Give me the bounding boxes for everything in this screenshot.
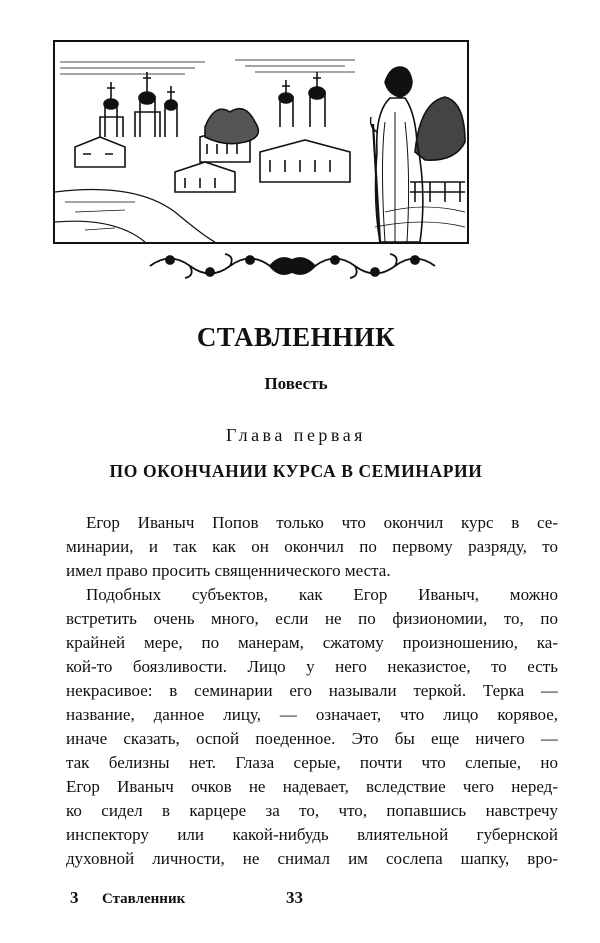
village-landscape-icon: [55, 42, 467, 242]
text-line: иначе сказать, оспой поеденное. Это бы еще ничего —: [66, 729, 558, 748]
body-text: [66, 511, 558, 871]
signature-mark: 3: [70, 888, 79, 907]
text-line: так белизны нет. Глаза серые, почти что слепые, но: [66, 753, 558, 772]
text-line: ко сидел в карцере за то, что, попавшись навстречу: [66, 801, 558, 820]
text-line: Егор Иваныч очков не надевает, вследствие чего неред-: [66, 777, 558, 796]
chapter-heading: Глава первая: [226, 425, 366, 445]
text-line: имел право просить священнического места.: [66, 561, 391, 580]
text-line: духовной личности, не снимал им сослепа шапку, вро-: [66, 849, 558, 868]
running-title: Ставленник: [102, 891, 186, 907]
text-line: некрасивое: в семинарии его называли теркой. Терка —: [66, 681, 558, 700]
story-subtitle: Повесть: [264, 374, 328, 393]
text-line: минарии, и так как он окончил по первому разряду, то: [66, 537, 558, 556]
text-line: крайней мере, по манерам, сжатому произношению, ка-: [66, 633, 558, 652]
header-illustration: [53, 40, 469, 244]
page-number: 33: [286, 888, 303, 907]
text-line: инспектору или какой-нибудь влиятельной губернской: [66, 825, 558, 844]
ornament-divider: [140, 246, 445, 286]
story-title: СТАВЛЕННИК: [196, 322, 396, 352]
floral-ornament-icon: [140, 246, 445, 286]
text-line: Егор Иваныч Попов только что окончил курс в се-: [86, 513, 558, 532]
chapter-title: ПО ОКОНЧАНИИ КУРСА В СЕМИНАРИИ: [109, 461, 483, 481]
text-line: Подобных субъектов, как Егор Иваныч, можно: [86, 585, 558, 604]
text-line: название, данное лицу, — означает, что лицо корявое,: [66, 705, 558, 724]
text-line: встретить очень много, если не по физиономии, то, по: [66, 609, 558, 628]
text-line: кой-то боязливости. Лицо у него неказистое, то есть: [66, 657, 558, 676]
